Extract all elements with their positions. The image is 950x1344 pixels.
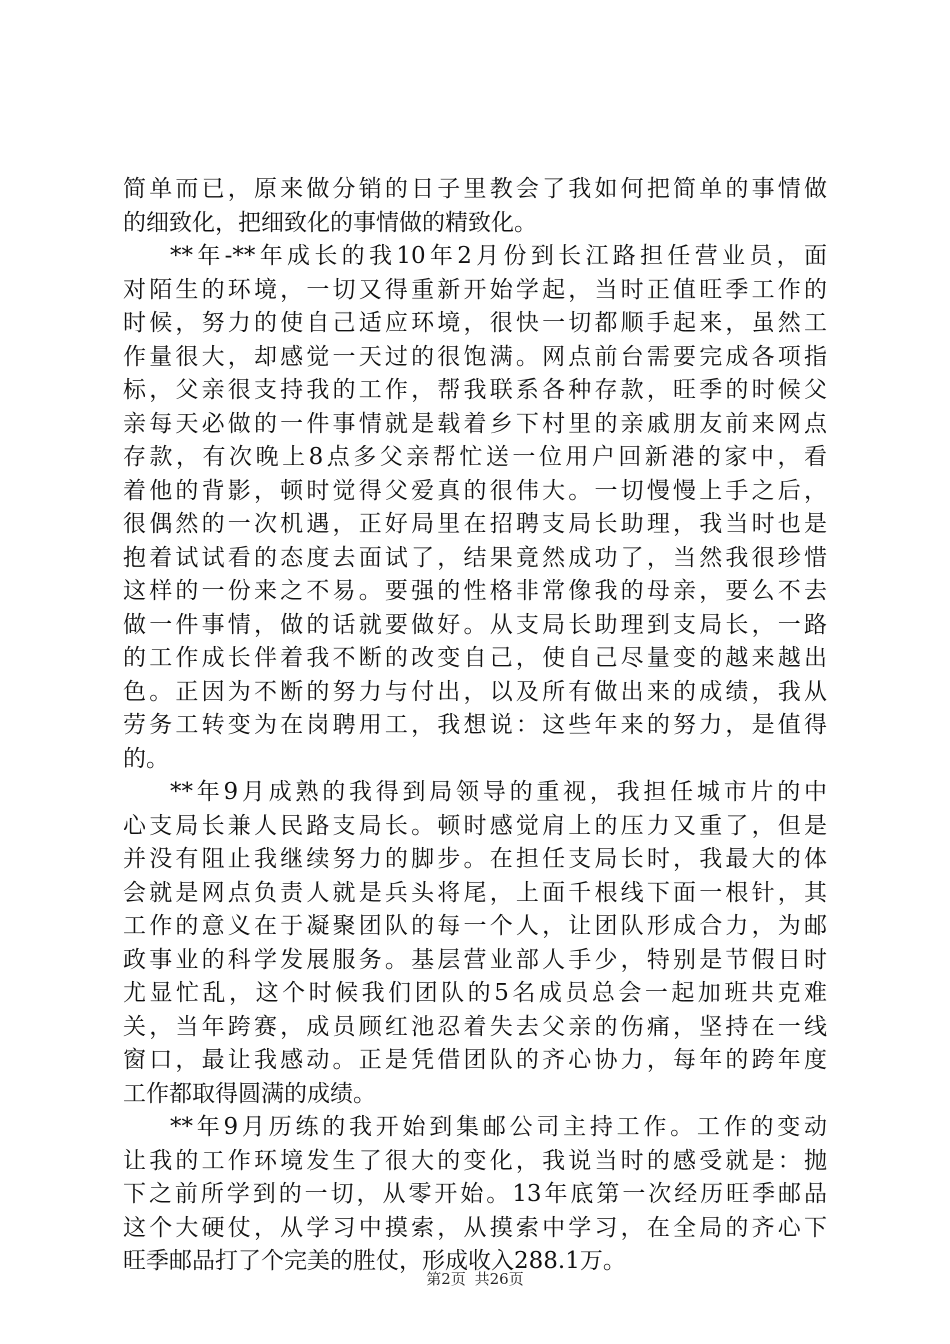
text-line: 这样的一份来之不易。要强的性格非常像我的母亲，要么不去 (123, 578, 827, 604)
text-line: 政事业的科学发展服务。基层营业部人手少，特别是节假日时 (123, 946, 827, 973)
text-line: 窗口，最让我感动。正是凭借团队的齐心协力，每年的跨年度 (123, 1047, 827, 1073)
text-line: 关，当年跨赛，成员顾红池忍着失去父亲的伤痛，坚持在一线 (123, 1013, 827, 1040)
text-line: **年9月历练的我开始到集邮公司主持工作。工作的变动 (170, 1114, 827, 1140)
text-line: 对陌生的环境，一切又得重新开始学起，当时正值旺季工作的 (123, 276, 827, 303)
text-line: 简单而已，原来做分销的日子里教会了我如何把简单的事情做 (123, 176, 827, 202)
text-line: 很偶然的一次机遇，正好局里在招聘支局长助理，我当时也是 (123, 511, 827, 537)
text-line: 的工作成长伴着我不断的改变自己，使自己尽量变的越来越出 (123, 645, 827, 671)
text-line: 着他的背影，顿时觉得父爱真的很伟大。一切慢慢上手之后， (123, 477, 827, 504)
text-line: **年9月成熟的我得到局领导的重视，我担任城市片的中 (170, 779, 827, 805)
text-line: 尤显忙乱，这个时候我们团队的5名成员总会一起加班共克难 (123, 980, 827, 1006)
text-line: 亲每天必做的一件事情就是载着乡下村里的亲戚朋友前来网点 (123, 410, 827, 437)
text-line: 心支局长兼人民路支局长。顿时感觉肩上的压力又重了，但是 (123, 812, 827, 839)
text-line: 做一件事情，做的话就要做好。从支局长助理到支局长，一路 (123, 611, 827, 638)
text-line: 时候，努力的使自己适应环境，很快一切都顺手起来，虽然工 (123, 310, 827, 336)
text-line: 的细致化，把细致化的事情做的精致化。 (123, 209, 537, 236)
page-total: 共26页 (474, 1270, 524, 1288)
text-line: 并没有阻止我继续努力的脚步。在担任支局长时，我最大的体 (123, 846, 827, 872)
text-line: 会就是网点负责人就是兵头将尾，上面千根线下面一根针，其 (123, 879, 827, 906)
text-line: 抱着试试看的态度去面试了，结果竟然成功了，当然我很珍惜 (123, 544, 827, 571)
text-line: 这个大硬仗，从学习中摸索，从摸索中学习，在全局的齐心下 (123, 1214, 827, 1241)
text-line: 色。正因为不断的努力与付出，以及所有做出来的成绩，我从 (123, 678, 827, 705)
text-line: 旺季邮品打了个完美的胜仗，形成收入288.1万。 (123, 1248, 626, 1274)
text-line: 标，父亲很支持我的工作，帮我联系各种存款，旺季的时候父 (123, 377, 827, 403)
page-footer (0, 1268, 950, 1289)
text-line: 劳务工转变为在岗聘用工，我想说：这些年来的努力，是值得 (123, 712, 827, 738)
text-line: 让我的工作环境发生了很大的变化，我说当时的感受就是：抛 (123, 1147, 827, 1174)
text-line: **年-**年成长的我10年2月份到长江路担任营业员，面 (170, 243, 827, 269)
text-line: 作量很大，却感觉一天过的很饱满。网点前台需要完成各项指 (123, 343, 827, 370)
document-body (123, 173, 827, 1279)
text-line: 工作的意义在于凝聚团队的每一个人，让团队形成合力，为邮 (123, 913, 827, 939)
text-line: 的。 (123, 745, 169, 772)
text-line: 工作都取得圆满的成绩。 (123, 1080, 376, 1107)
text-line: 下之前所学到的一切，从零开始。13年底第一次经历旺季邮品 (123, 1181, 827, 1207)
page-number: 第2页 (426, 1270, 466, 1288)
text-line: 存款，有次晚上8点多父亲帮忙送一位用户回新港的家中，看 (123, 444, 827, 470)
